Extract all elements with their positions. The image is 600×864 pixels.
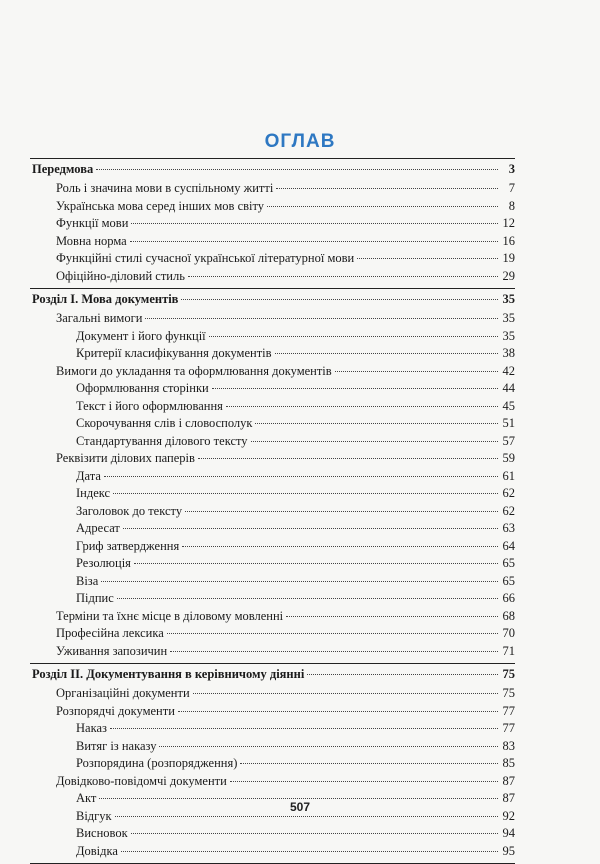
dot-leader — [167, 633, 498, 634]
toc-entry-label: Вимоги до укладання та оформлювання документів — [56, 363, 332, 378]
dot-leader — [104, 476, 498, 477]
toc-entry[interactable] — [30, 380, 515, 398]
dot-leader — [181, 299, 498, 300]
toc-entry[interactable] — [30, 703, 515, 721]
toc-entry-label: Уживання запозичин — [56, 643, 168, 658]
toc-entry[interactable] — [30, 625, 515, 643]
toc-entry[interactable] — [30, 180, 515, 198]
dot-leader — [286, 616, 498, 617]
toc-entry-label: Терміни та їхнє місце в діловому мовленні — [56, 608, 284, 623]
toc-entry-label: Адресат — [76, 521, 120, 535]
toc-entry-label: Довідка — [76, 843, 118, 858]
toc-entry-page: 3 — [508, 162, 515, 176]
toc-entry-label: Реквізити ділових паперів — [56, 451, 195, 465]
toc-entry-label: Професійна лексика — [56, 626, 164, 640]
toc-entry[interactable] — [30, 590, 515, 608]
dot-leader — [335, 371, 498, 372]
toc-entry-page: 7 — [508, 181, 515, 195]
toc-entry-page: 64 — [502, 538, 515, 553]
toc-entry-page: 65 — [502, 556, 515, 570]
toc-entry-page: 77 — [502, 703, 515, 718]
toc-entry-label: Критерії класифікування документів — [76, 346, 272, 360]
dot-leader — [101, 581, 498, 582]
dot-leader — [193, 693, 498, 694]
toc-entry[interactable] — [30, 450, 515, 468]
dot-leader — [240, 763, 498, 764]
toc-section — [30, 159, 515, 289]
toc-entry-page: 94 — [502, 826, 515, 840]
toc-entry-page: 62 — [502, 486, 515, 500]
toc-section-heading[interactable] — [30, 289, 515, 310]
dot-leader — [134, 563, 498, 564]
toc-entry[interactable] — [30, 485, 515, 503]
dot-leader — [267, 206, 498, 207]
toc-entry-page: 66 — [502, 591, 515, 605]
toc-entry[interactable] — [30, 520, 515, 538]
toc-entry-page: 65 — [502, 573, 515, 588]
page-title: ОГЛАВ — [264, 131, 336, 152]
toc-entry-page: 57 — [502, 433, 515, 448]
toc-entry[interactable] — [30, 363, 515, 381]
toc-entry-page: 16 — [502, 233, 515, 248]
toc-entry-label: Роль і значина мови в суспільному житті — [56, 181, 274, 195]
dot-leader — [99, 798, 498, 799]
toc-section-heading[interactable] — [30, 159, 515, 180]
dot-leader — [117, 598, 498, 599]
toc-entry-label: Резолюція — [76, 556, 131, 570]
toc-entry-label: Розпорядина (розпорядження) — [76, 756, 238, 770]
toc-entry[interactable] — [30, 573, 515, 591]
toc-entry-label: Документ і його функції — [76, 328, 206, 343]
toc-entry-page: 19 — [502, 251, 515, 265]
toc-entry-page: 68 — [502, 608, 515, 623]
toc-entry-page: 71 — [502, 643, 515, 658]
dot-leader — [178, 711, 498, 712]
toc-entry[interactable] — [30, 738, 515, 756]
toc-entry[interactable] — [30, 538, 515, 556]
dot-leader — [185, 511, 498, 512]
dot-leader — [251, 441, 498, 442]
toc-entry[interactable] — [30, 398, 515, 416]
toc-entry[interactable] — [30, 503, 515, 521]
toc-entry[interactable] — [30, 643, 515, 661]
toc-entry-label: Розпорядчі документи — [56, 703, 175, 718]
dot-leader — [110, 728, 498, 729]
dot-leader — [96, 169, 498, 170]
toc-entry-label: Індекс — [76, 486, 111, 500]
toc-entry[interactable] — [30, 250, 515, 268]
toc-entry-page: 45 — [502, 398, 515, 413]
toc-entry-page: 35 — [502, 328, 515, 343]
toc-entry-page: 63 — [502, 521, 515, 535]
dot-leader — [182, 546, 498, 547]
toc-entry[interactable] — [30, 825, 515, 843]
toc-entry-page: 35 — [502, 311, 515, 325]
dot-leader — [123, 528, 498, 529]
toc-entry[interactable] — [30, 310, 515, 328]
toc-section — [30, 289, 515, 664]
toc-entry-label: Скорочування слів і словосполук — [76, 416, 253, 430]
toc-entry-label: Дата — [76, 468, 101, 483]
toc-entry[interactable] — [30, 215, 515, 233]
toc-entry-page: 12 — [502, 216, 515, 230]
toc-entry[interactable] — [30, 773, 515, 791]
dot-leader — [307, 674, 498, 675]
dot-leader — [115, 816, 498, 817]
toc-entry-page: 29 — [502, 268, 515, 283]
toc-entry-page: 38 — [502, 346, 515, 360]
toc-entry-label: Передмова — [32, 162, 94, 176]
toc-entry-label: Висновок — [76, 826, 128, 840]
dot-leader — [198, 458, 498, 459]
dot-leader — [188, 276, 498, 277]
toc-section — [30, 664, 515, 863]
toc-entry-page: 92 — [502, 808, 515, 823]
dot-leader — [121, 851, 498, 852]
toc-entry[interactable] — [30, 328, 515, 346]
toc-entry[interactable] — [30, 608, 515, 626]
toc-entry[interactable] — [30, 415, 515, 433]
toc-entry-label: Акт — [76, 791, 97, 805]
dot-leader — [209, 336, 498, 337]
toc-entry-page: 51 — [502, 416, 515, 430]
toc-entry[interactable] — [30, 268, 515, 286]
page-number: 507 — [289, 800, 311, 814]
toc-entry-label: Віза — [76, 573, 99, 588]
dot-leader — [255, 423, 498, 424]
toc-entry-label: Функції мови — [56, 216, 129, 230]
dot-leader — [226, 406, 498, 407]
toc-entry[interactable] — [30, 685, 515, 703]
toc-entry-page: 85 — [502, 756, 515, 770]
toc-entry-page: 87 — [502, 791, 515, 805]
toc-entry-page: 83 — [502, 738, 515, 753]
toc-entry-label: Розділ ІІ. Документування в керівничому діянні — [32, 667, 305, 681]
toc-entry[interactable] — [30, 433, 515, 451]
toc-entry-page: 77 — [502, 721, 515, 735]
toc-entry-label: Підпис — [76, 591, 114, 605]
toc-entry-label: Текст і його оформлювання — [76, 398, 223, 413]
toc-entry-label: Наказ — [76, 721, 107, 735]
dot-leader — [170, 651, 498, 652]
dot-leader — [357, 258, 498, 259]
dot-leader — [113, 493, 498, 494]
toc-entry-label: Функційні стилі сучасної української літературної мови — [56, 251, 355, 265]
toc-entry-page: 95 — [502, 843, 515, 858]
dot-leader — [212, 388, 498, 389]
dot-leader — [130, 241, 498, 242]
dot-leader — [230, 781, 498, 782]
toc-entry-label: Загальні вимоги — [56, 311, 143, 325]
dot-leader — [145, 318, 498, 319]
toc-entry-page: 75 — [502, 667, 515, 681]
dot-leader — [275, 353, 498, 354]
toc-entry-page: 42 — [502, 363, 515, 378]
toc-entry[interactable] — [30, 345, 515, 363]
toc-entry-page: 70 — [502, 626, 515, 640]
dot-leader — [159, 746, 498, 747]
toc-entry-label: Мовна норма — [56, 233, 127, 248]
toc-entry-page: 8 — [508, 198, 515, 213]
toc-entry-label: Стандартування ділового тексту — [76, 433, 248, 448]
dot-leader — [131, 833, 498, 834]
toc-entry[interactable] — [30, 468, 515, 486]
toc-entry-page: 44 — [502, 381, 515, 395]
toc-entry[interactable] — [30, 755, 515, 773]
toc-entry-label: Організаційні документи — [56, 686, 190, 700]
toc-entry-label: Офіційно-діловий стиль — [56, 268, 185, 283]
toc-entry[interactable] — [30, 198, 515, 216]
toc-entry-label: Заголовок до тексту — [76, 503, 183, 518]
toc-entry-page: 62 — [502, 503, 515, 518]
table-of-contents — [30, 158, 515, 864]
toc-entry-label: Гриф затвердження — [76, 538, 180, 553]
toc-entry[interactable] — [30, 720, 515, 738]
toc-entry[interactable] — [30, 233, 515, 251]
toc-entry-page: 35 — [502, 292, 515, 306]
toc-entry[interactable] — [30, 555, 515, 573]
dot-leader — [131, 223, 498, 224]
toc-entry-label: Витяг із наказу — [76, 738, 157, 753]
toc-entry-page: 75 — [502, 686, 515, 700]
toc-entry[interactable] — [30, 843, 515, 861]
toc-entry-label: Українська мова серед інших мов світу — [56, 198, 265, 213]
toc-entry-label: Оформлювання сторінки — [76, 381, 209, 395]
toc-entry-page: 61 — [502, 468, 515, 483]
toc-entry-page: 87 — [502, 773, 515, 788]
dot-leader — [276, 188, 498, 189]
toc-entry-label: Відгук — [76, 808, 112, 823]
toc-entry-page: 59 — [502, 451, 515, 465]
toc-section-heading[interactable] — [30, 664, 515, 685]
toc-entry-label: Довідково-повідомчі документи — [56, 773, 227, 788]
toc-entry-label: Розділ І. Мова документів — [32, 292, 179, 306]
